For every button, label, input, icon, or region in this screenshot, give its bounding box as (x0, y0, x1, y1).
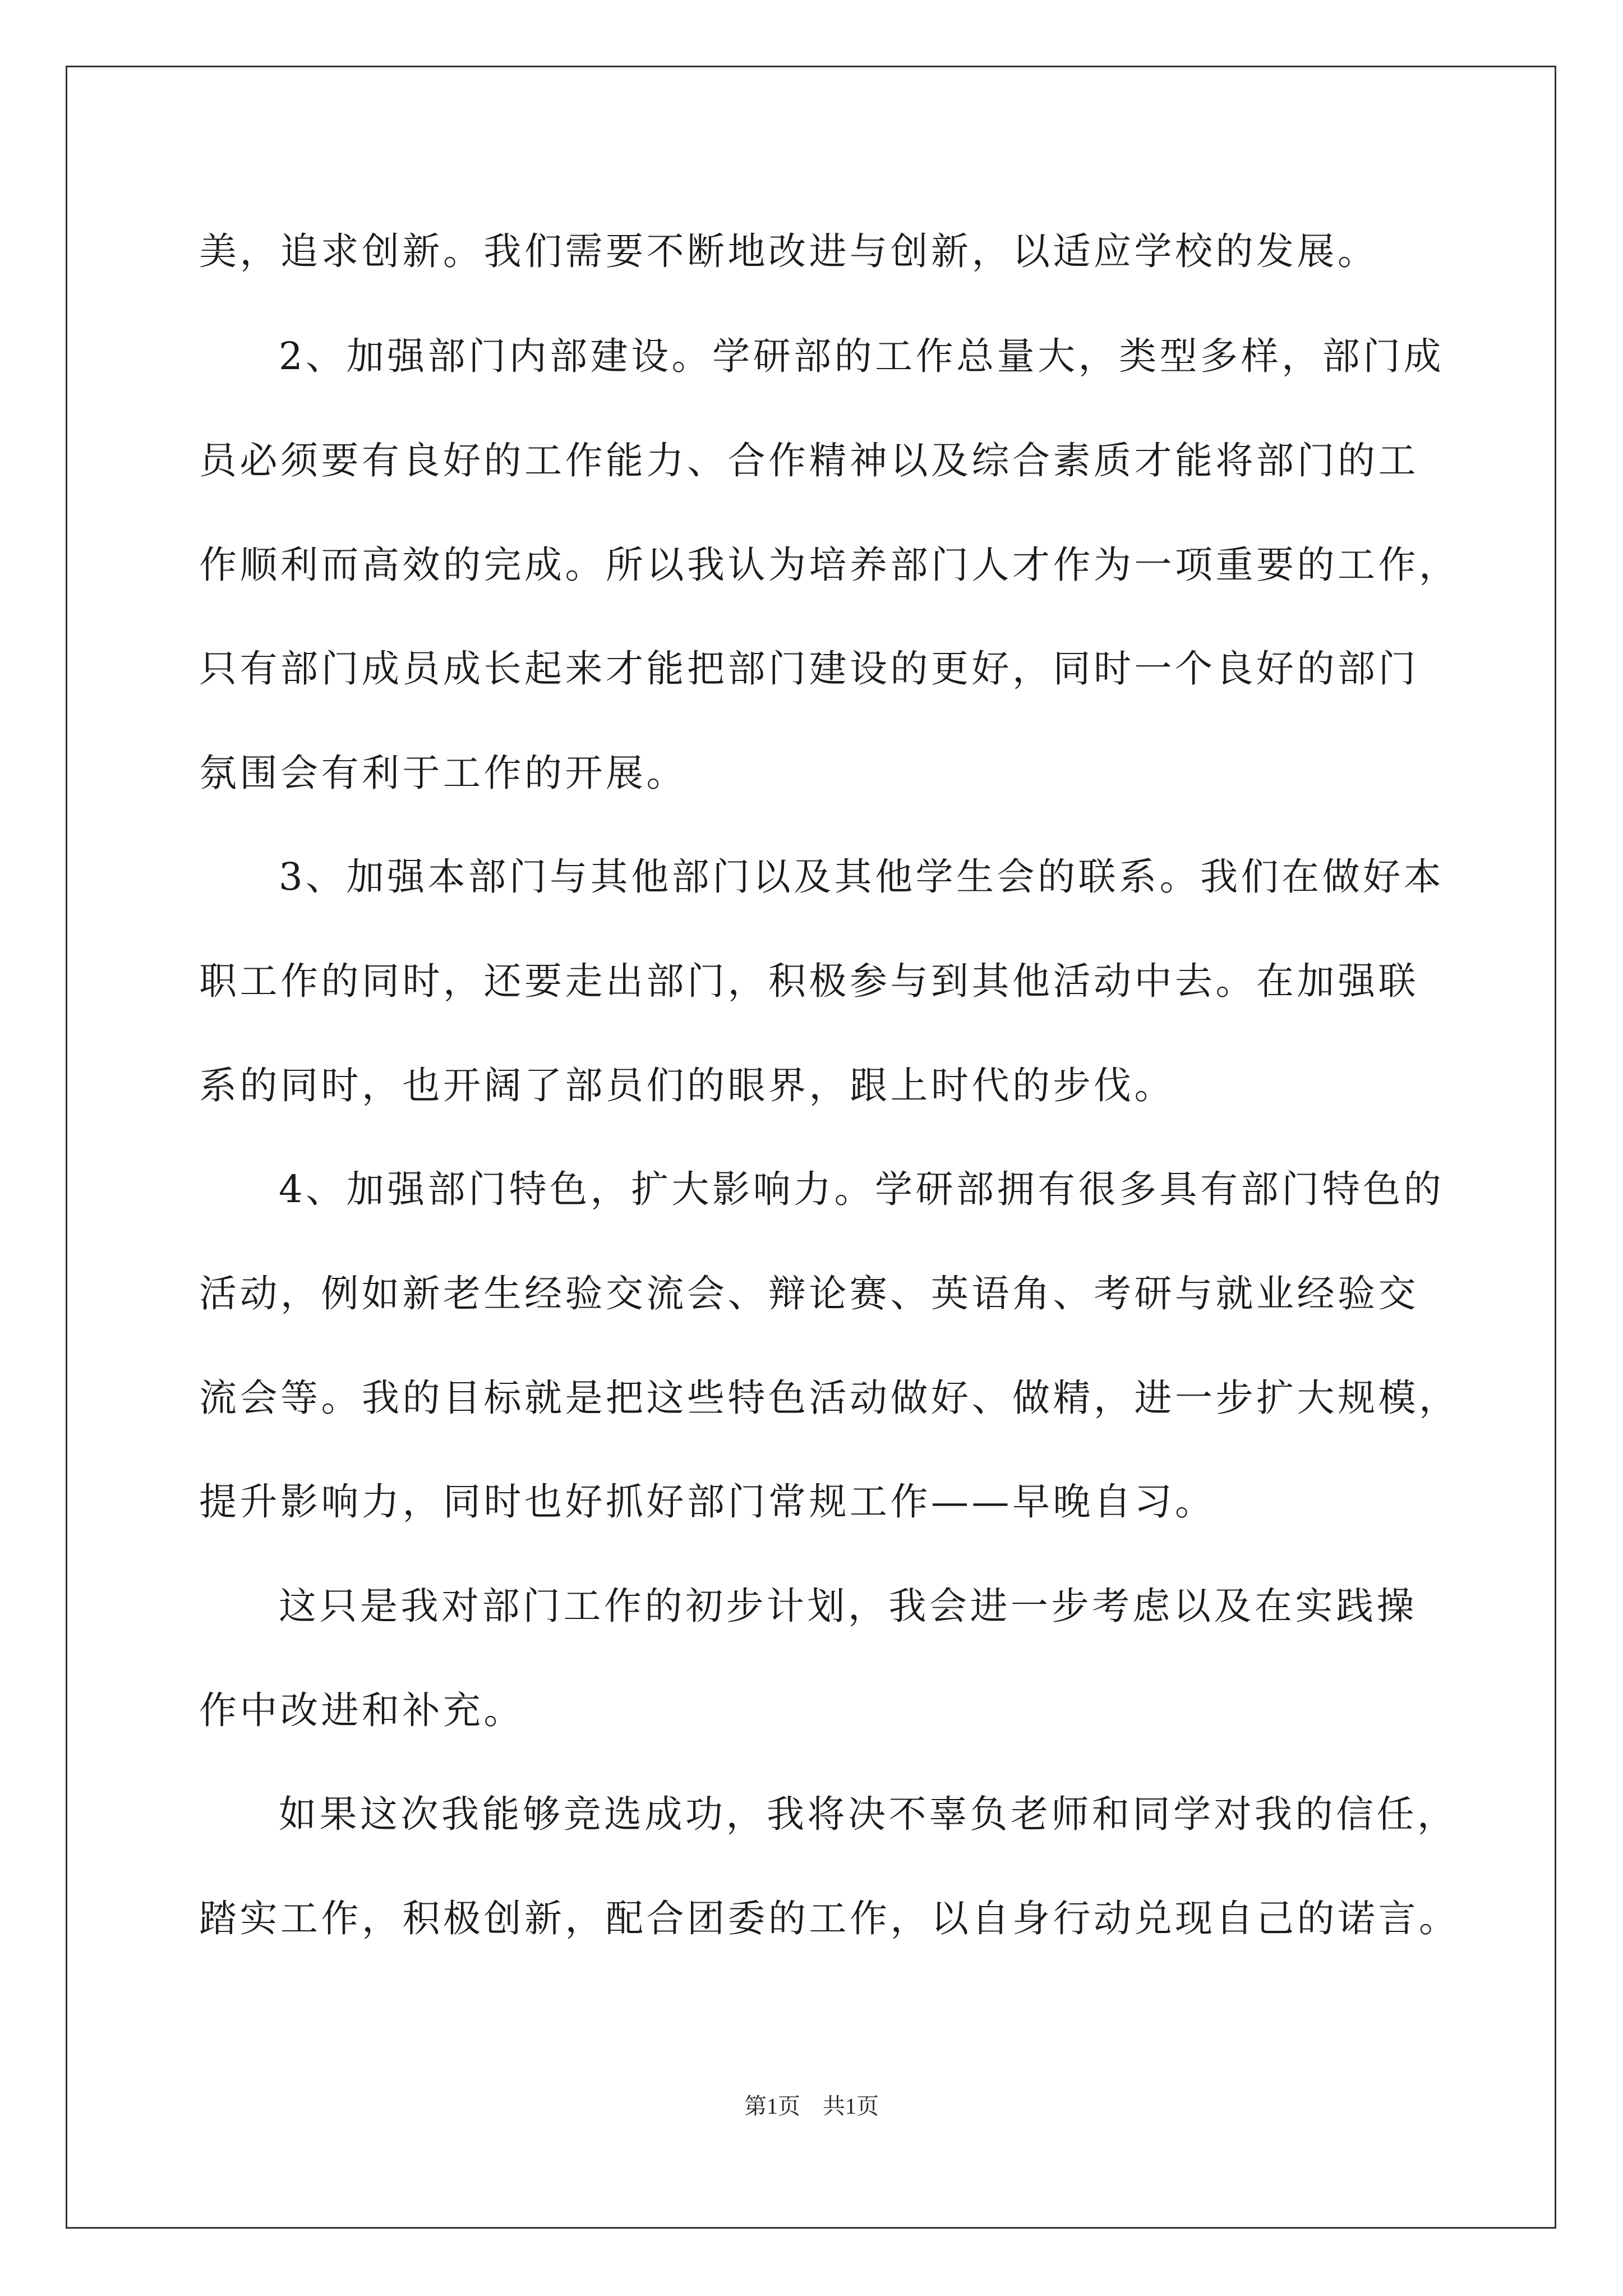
paragraph-line: 作中改进和补充。 (199, 1688, 524, 1732)
paragraph-line: 这只是我对部门工作的初步计划，我会进一步考虑以及在实践操 (279, 1584, 1417, 1628)
paragraph-line: 系的同时，也开阔了部员们的眼界，跟上时代的步伐。 (199, 1064, 1175, 1107)
paragraph-line: 4、加强部门特色，扩大影响力。学研部拥有很多具有部门特色的 (279, 1167, 1445, 1211)
paragraph-line: 员必须要有良好的工作能力、合作精神以及综合素质才能将部门的工 (199, 439, 1419, 482)
paragraph-line: 只有部门成员成长起来才能把部门建设的更好，同时一个良好的部门 (199, 647, 1419, 691)
paragraph-line: 氛围会有利于工作的开展。 (199, 751, 687, 795)
paragraph-line: 作顺利而高效的完成。所以我认为培养部门人才作为一项重要的工作， (199, 543, 1460, 587)
paragraph-line: 职工作的同时，还要走出部门，积极参与到其他活动中去。在加强联 (199, 959, 1419, 1003)
paragraph-line: 如果这次我能够竞选成功，我将决不辜负老师和同学对我的信任， (279, 1792, 1458, 1836)
page-number-footer: 第1页 共1页 (744, 2093, 879, 2119)
paragraph-line: 踏实工作，积极创新，配合团委的工作，以自身行动兑现自己的诺言。 (199, 1897, 1460, 1940)
paragraph-line: 2、加强部门内部建设。学研部的工作总量大，类型多样，部门成 (279, 334, 1445, 378)
paragraph-line: 美，追求创新。我们需要不断地改进与创新，以适应学校的发展。 (199, 229, 1378, 273)
paragraph-line: 提升影响力，同时也好抓好部门常规工作——早晚自习。 (199, 1480, 1216, 1524)
paragraph-line: 流会等。我的目标就是把这些特色活动做好、做精，进一步扩大规模， (199, 1376, 1460, 1420)
paragraph-line: 活动，例如新老生经验交流会、辩论赛、英语角、考研与就业经验交 (199, 1272, 1419, 1315)
paragraph-line: 3、加强本部门与其他部门以及其他学生会的联系。我们在做好本 (279, 855, 1445, 899)
